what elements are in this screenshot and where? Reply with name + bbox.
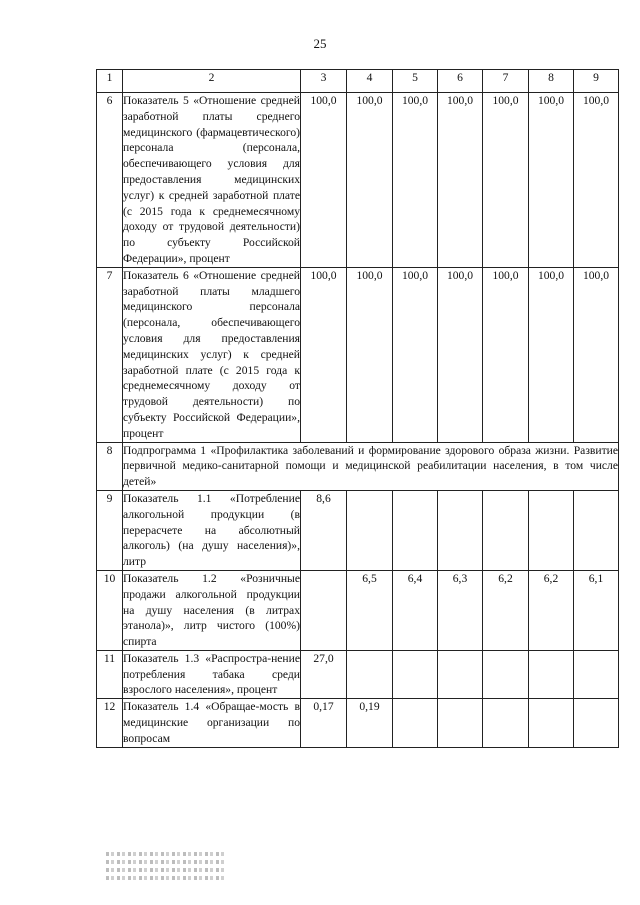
indicators-table (96, 69, 619, 748)
table-row (97, 570, 619, 650)
header-cell: 6 (438, 70, 483, 93)
header-cell: 8 (529, 70, 574, 93)
header-cell: 5 (393, 70, 438, 93)
value-cell (393, 490, 438, 570)
header-row (97, 70, 619, 93)
value-cell (393, 699, 438, 747)
value-cell: 6,2 (483, 570, 529, 650)
row-number: 6 (97, 93, 123, 268)
table-row (97, 490, 619, 570)
value-cell (574, 650, 619, 698)
table-row (97, 93, 619, 268)
value-cell (529, 699, 574, 747)
table-row (97, 699, 619, 747)
table-row (97, 267, 619, 442)
header-cell: 2 (123, 70, 301, 93)
value-cell: 6,4 (393, 570, 438, 650)
value-cell (483, 699, 529, 747)
subprogram-title: Подпрограмма 1 «Профилактика заболеваний и формирование здорового образа жизни. Развитие первичной медико-санитарной помощи и медицинской реабилитации населения, в том числе детей» (123, 442, 619, 490)
value-cell: 100,0 (347, 93, 393, 268)
header-cell: 1 (97, 70, 123, 93)
value-cell (529, 490, 574, 570)
value-cell: 100,0 (529, 93, 574, 268)
value-cell (301, 570, 347, 650)
value-cell: 6,2 (529, 570, 574, 650)
value-cell: 100,0 (393, 93, 438, 268)
value-cell: 100,0 (301, 267, 347, 442)
indicator-description: Показатель 1.1 «Потребление алкогольной продукции (в перерасчете на абсолютный алкоголь) (на душу населения)», литр (123, 490, 301, 570)
value-cell (393, 650, 438, 698)
row-number: 10 (97, 570, 123, 650)
value-cell (438, 490, 483, 570)
value-cell: 0,19 (347, 699, 393, 747)
value-cell (347, 650, 393, 698)
indicator-description: Показатель 5 «Отношение средней заработной платы среднего медицинского (фармацевтического) персонала (персонала, обеспечивающего условия для предоставления медицинских услуг) к средней заработной плате (с 2015 года к среднемесячному доходу от трудовой деятельности) по субъекту Российской Федерации», процент (123, 93, 301, 268)
value-cell (574, 699, 619, 747)
value-cell: 27,0 (301, 650, 347, 698)
value-cell (347, 490, 393, 570)
indicator-description: Показатель 1.2 «Розничные продажи алкогольной продукции на душу населения (в литрах этанола)», литр чистого (100%) спирта (123, 570, 301, 650)
header-cell: 9 (574, 70, 619, 93)
value-cell (438, 699, 483, 747)
value-cell: 8,6 (301, 490, 347, 570)
row-number: 7 (97, 267, 123, 442)
value-cell (438, 650, 483, 698)
table-row (97, 650, 619, 698)
indicator-description: Показатель 1.4 «Обращае-мость в медицинские организации по вопросам (123, 699, 301, 747)
subprogram-row (97, 442, 619, 490)
page-number: 25 (313, 36, 327, 51)
value-cell: 0,17 (301, 699, 347, 747)
value-cell: 6,5 (347, 570, 393, 650)
header-cell: 3 (301, 70, 347, 93)
value-cell: 100,0 (301, 93, 347, 268)
value-cell (574, 490, 619, 570)
indicator-description: Показатель 1.3 «Распростра-нение потребления табака среди взрослого населения», процент (123, 650, 301, 698)
faded-stamp-mark (106, 848, 224, 892)
value-cell: 100,0 (529, 267, 574, 442)
header-cell: 7 (483, 70, 529, 93)
value-cell: 100,0 (438, 267, 483, 442)
row-number: 9 (97, 490, 123, 570)
value-cell: 100,0 (483, 267, 529, 442)
value-cell: 6,1 (574, 570, 619, 650)
value-cell (483, 650, 529, 698)
row-number: 11 (97, 650, 123, 698)
header-cell: 4 (347, 70, 393, 93)
value-cell (529, 650, 574, 698)
value-cell: 100,0 (438, 93, 483, 268)
row-number: 12 (97, 699, 123, 747)
value-cell: 100,0 (574, 267, 619, 442)
value-cell: 100,0 (483, 93, 529, 268)
value-cell: 100,0 (574, 93, 619, 268)
indicator-description: Показатель 6 «Отношение средней заработной платы младшего медицинского персонала (персонала, обеспечивающего условия для предоставления медицинских услуг) к средней заработной плате (с 2015 года к среднемесячному доходу от трудовой деятельности) по субъекту Российской Федерации», процент (123, 267, 301, 442)
row-number: 8 (97, 442, 123, 490)
value-cell: 100,0 (393, 267, 438, 442)
value-cell: 6,3 (438, 570, 483, 650)
value-cell (483, 490, 529, 570)
value-cell: 100,0 (347, 267, 393, 442)
